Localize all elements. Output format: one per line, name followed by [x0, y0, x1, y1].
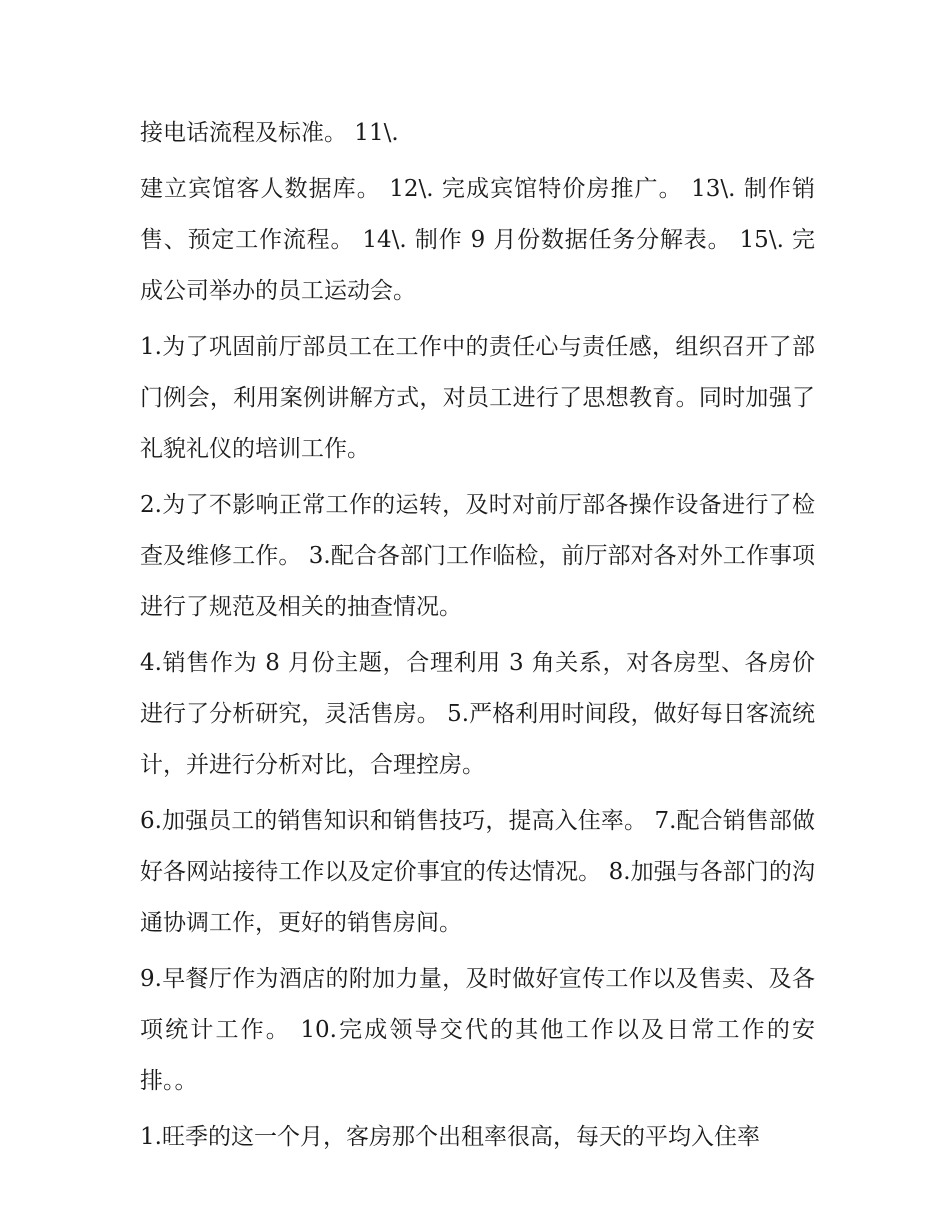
- paragraph-2: 建立宾馆客人数据库。 12\. 完成宾馆特价房推广。 13\. 制作销售、预定工作流程。 14\. 制作 9 月份数据任务分解表。 15\. 完成公司举办的员工运动会。: [140, 176, 815, 304]
- paragraph-3: 1.为了巩固前厅部员工在工作中的责任心与责任感，组织召开了部门例会，利用案例讲解方式，对员工进行了思想教育。同时加强了礼貌礼仪的培训工作。: [140, 334, 815, 462]
- document-body: [140, 108, 815, 1168]
- paragraph-4: 2.为了不影响正常工作的运转，及时对前厅部各操作设备进行了检查及维修工作。 3.配合各部门工作临检，前厅部对各对外工作事项进行了规范及相关的抽查情况。: [140, 492, 815, 620]
- paragraph-7: 9.早餐厅作为酒店的附加力量，及时做好宣传工作以及售卖、及各项统计工作。 10.完成领导交代的其他工作以及日常工作的安排。。: [140, 966, 815, 1094]
- paragraph-1: 接电话流程及标准。 11\.: [140, 120, 399, 146]
- paragraph-5: 4.销售作为 8 月份主题，合理利用 3 角关系，对各房型、各房价进行了分析研究，灵活售房。 5.严格利用时间段，做好每日客流统计，并进行分析对比，合理控房。: [140, 650, 815, 778]
- paragraph-8: 1.旺季的这一个月，客房那个出租率很高，每天的平均入住率: [140, 1124, 760, 1150]
- paragraph-6: 6.加强员工的销售知识和销售技巧，提高入住率。 7.配合销售部做好各网站接待工作以及定价事宜的传达情况。 8.加强与各部门的沟通协调工作，更好的销售房间。: [140, 808, 815, 936]
